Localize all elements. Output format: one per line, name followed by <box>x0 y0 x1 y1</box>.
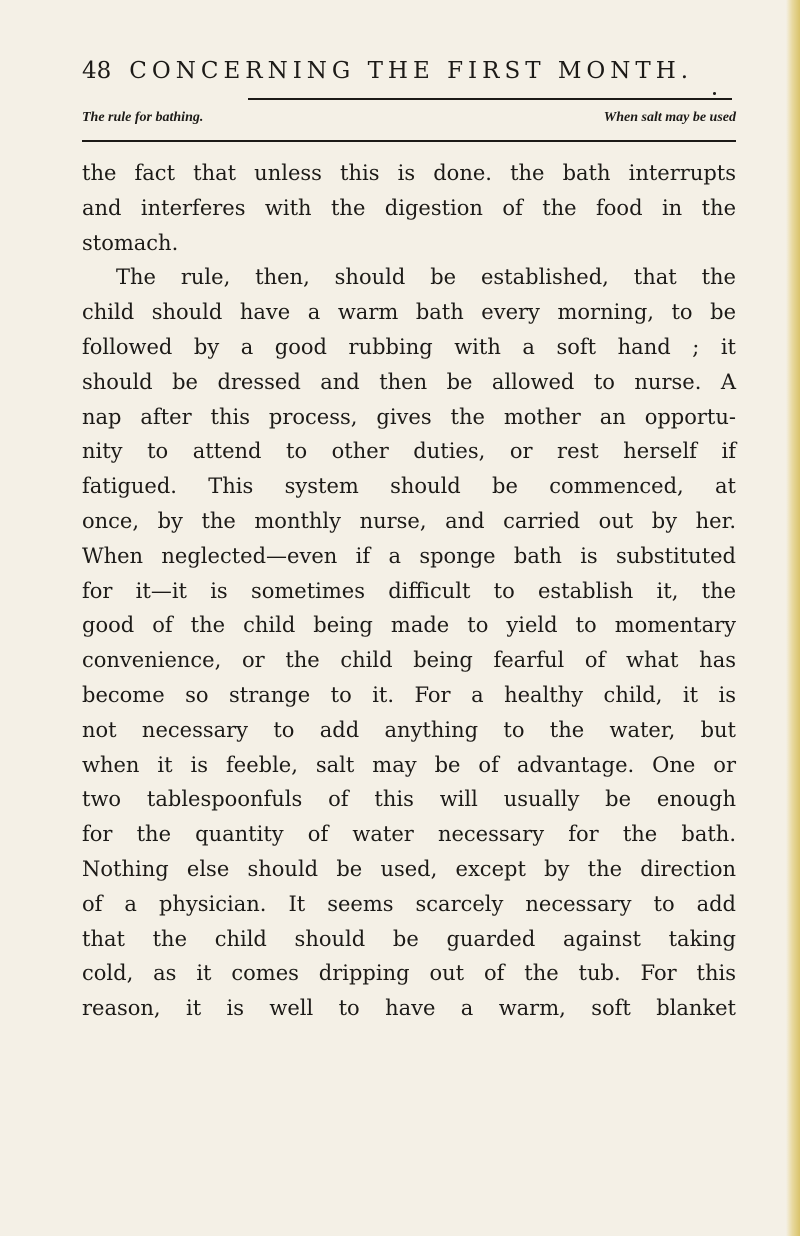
body-text <box>82 156 736 1026</box>
text-line: child should have a warm bath every morning, to be <box>82 300 736 325</box>
text-line: become so strange to it. For a healthy child, it is <box>82 682 736 707</box>
text-line: two tablespoonfuls of this will usually be enough <box>82 787 736 812</box>
text-line: good of the child being made to yield to momentary <box>82 613 736 638</box>
text-line: for it—it is sometimes difficult to establish it, the <box>82 578 736 603</box>
text-line: followed by a good rubbing with a soft hand ; it <box>82 334 736 359</box>
text-line: once, by the monthly nurse, and carried out by her. <box>82 508 736 533</box>
text-line: When neglected—even if a sponge bath is substituted <box>82 543 736 568</box>
page-number: 48 <box>82 58 112 84</box>
text-line: of a physician. It seems scarcely necessary to add <box>82 891 736 916</box>
text-line: and interferes with the digestion of the food in the <box>82 195 736 220</box>
text-line: nap after this process, gives the mother an opportu- <box>82 404 736 429</box>
text-line: The rule, then, should be established, that the <box>116 265 736 290</box>
text-line: not necessary to add anything to the water, but <box>82 717 736 742</box>
sidenote-rule <box>82 140 736 142</box>
text-line: should be dressed and then be allowed to nurse. A <box>82 369 736 394</box>
page-edge <box>786 0 800 1236</box>
text-line: for the quantity of water necessary for the bath. <box>82 822 736 847</box>
text-line: cold, as it comes dripping out of the tub. For this <box>82 961 736 986</box>
chapter-title: CONCERNING THE FIRST MONTH. <box>129 58 694 84</box>
header-rule <box>248 98 732 100</box>
sidenote-right: When salt may be used <box>603 110 736 125</box>
text-line: that the child should be guarded against taking <box>82 926 736 951</box>
text-line: reason, it is well to have a warm, soft blanket <box>82 996 736 1021</box>
sidenote-bar <box>82 106 736 130</box>
sidenote-left: The rule for bathing. <box>82 110 204 125</box>
text-line: when it is feeble, salt may be of advantage. One or <box>82 752 736 777</box>
text-line: stomach. <box>82 230 179 255</box>
text-line: the fact that unless this is done. the bath interrupts <box>82 161 736 185</box>
text-line: fatigued. This system should be commenced, at <box>82 474 736 499</box>
running-head <box>82 56 742 86</box>
text-line: convenience, or the child being fearful of what has <box>82 648 736 673</box>
rule-mark <box>713 92 716 95</box>
text-line: nity to attend to other duties, or rest herself if <box>82 439 736 464</box>
text-line: Nothing else should be used, except by the direction <box>82 856 736 881</box>
